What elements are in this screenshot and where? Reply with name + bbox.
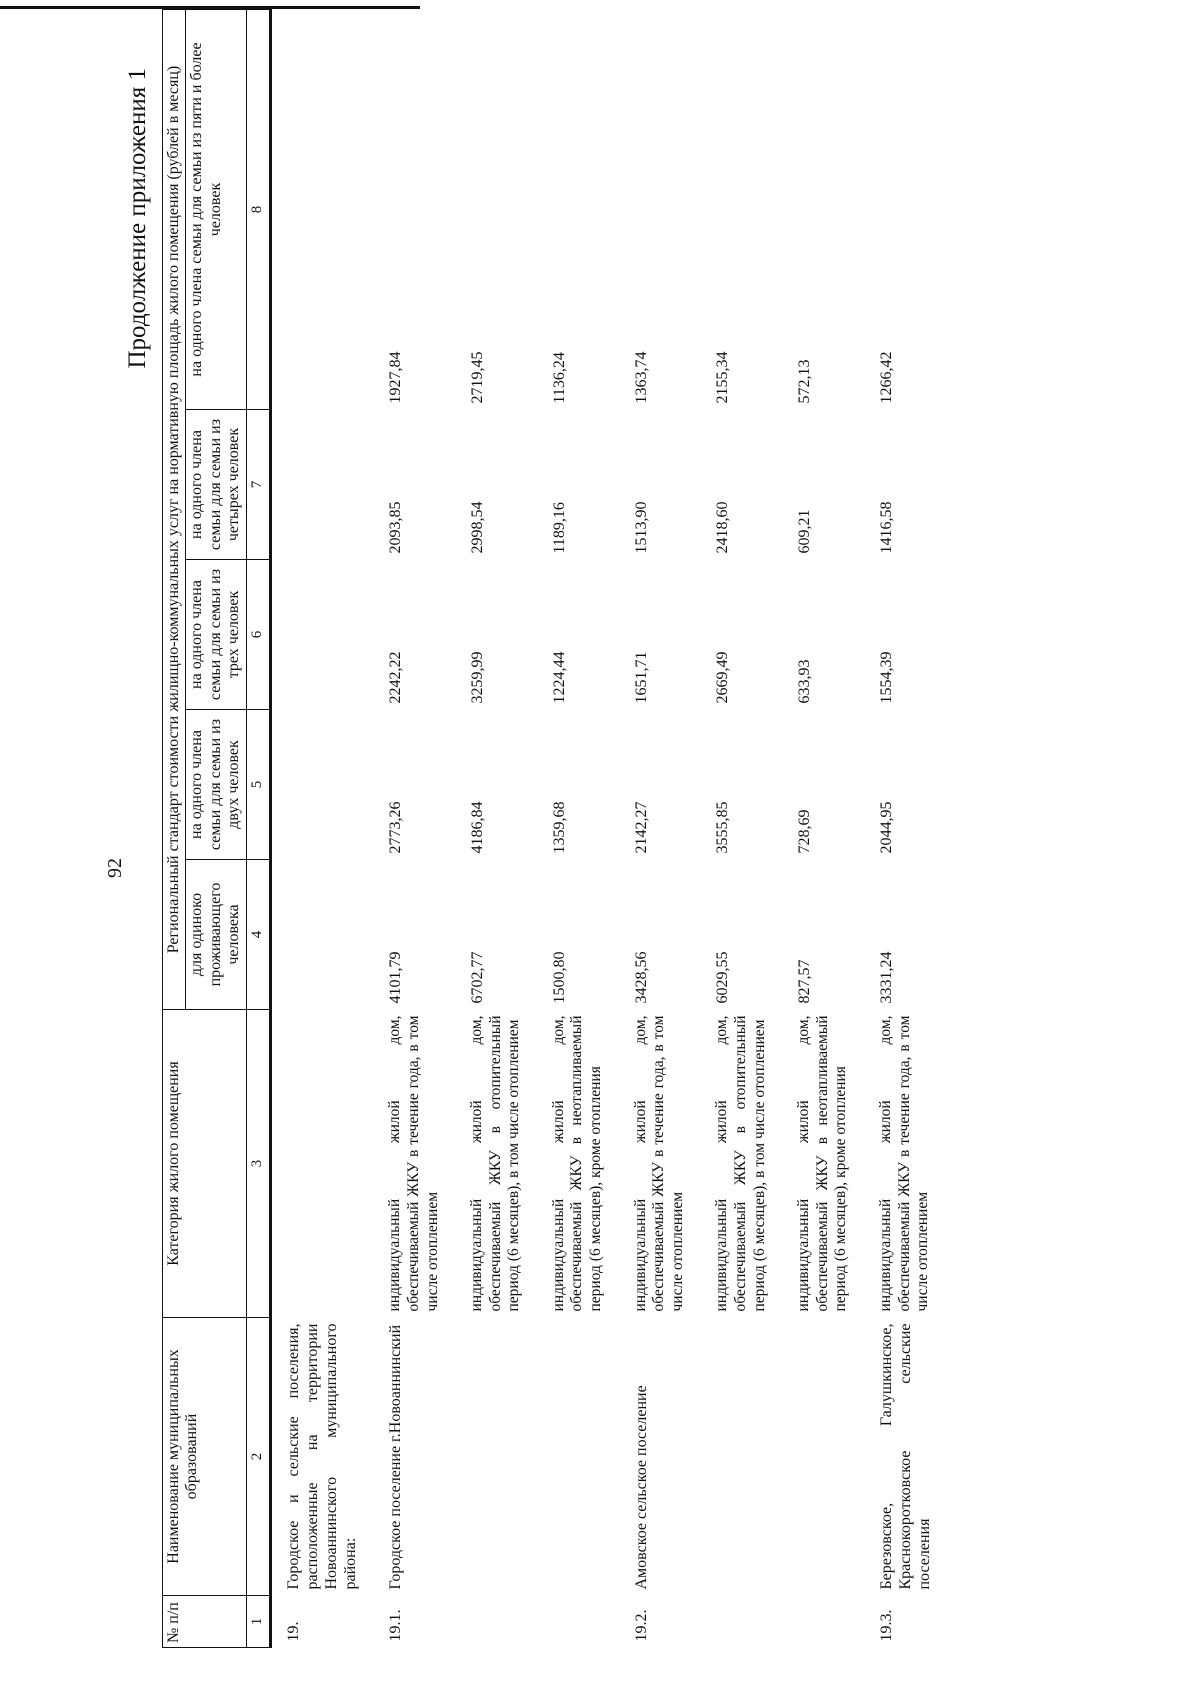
value-two: 4186,84 xyxy=(469,801,487,854)
row-number xyxy=(783,1596,865,1648)
row-number: 19.2. xyxy=(632,1609,650,1642)
value-two: 728,69 xyxy=(796,809,814,854)
value-three: 1651,71 xyxy=(632,651,650,704)
value-single: 827,57 xyxy=(796,959,814,1004)
municipality-name xyxy=(783,1318,865,1596)
category-text: индивидуальный жилой дом, обеспечиваемый ЖКУ в течение года, в том числе отоплением xyxy=(631,1015,686,1312)
value-single: 1500,80 xyxy=(550,951,568,1004)
section-row xyxy=(270,9,374,1647)
row-number: 19.3. xyxy=(878,1609,895,1642)
category-text: индивидуальный жилой дом, обеспечиваемый ЖКУ в неотапливаемый период (6 месяцев), кроме отопления xyxy=(549,1015,605,1312)
column-number: 1 xyxy=(246,1596,270,1648)
value-five-plus: 1136,24 xyxy=(550,352,568,404)
value-three: 1554,39 xyxy=(878,651,895,704)
value-three: 2669,49 xyxy=(714,651,732,704)
header-single: для одиноко проживающего человека xyxy=(186,860,246,1010)
value-two: 1359,68 xyxy=(550,801,568,854)
value-two: 2773,26 xyxy=(387,801,405,854)
value-four: 1416,58 xyxy=(878,501,895,554)
municipality-name xyxy=(701,1318,783,1596)
value-single: 3428,56 xyxy=(632,951,650,1004)
value-five-plus: 572,13 xyxy=(796,359,814,404)
value-five-plus: 2719,45 xyxy=(469,351,487,404)
value-three: 1224,44 xyxy=(550,651,568,704)
column-number: 3 xyxy=(246,1010,270,1318)
category-text: индивидуальный жилой дом, обеспечиваемый ЖКУ в течение года, в том числе отоплением xyxy=(877,1015,932,1312)
row-number: 19.1. xyxy=(387,1609,405,1642)
table-row xyxy=(620,9,702,1647)
continuation-title: Продолжение приложения 1 xyxy=(124,68,151,369)
municipality-name: Березовское, Галушкинское, Краснокоротковское сельские поселения xyxy=(878,1323,934,1590)
column-number: 7 xyxy=(246,410,270,560)
table-row xyxy=(865,9,949,1647)
category-text: индивидуальный жилой дом, обеспечиваемый ЖКУ в отопительный период (6 месяцев), в том числе отоплением xyxy=(713,1015,768,1312)
category-text: индивидуальный жилой дом, обеспечиваемый ЖКУ в отопительный период (6 месяцев), в том числе отоплением xyxy=(468,1015,523,1312)
column-number: 8 xyxy=(246,9,270,409)
value-five-plus: 1363,74 xyxy=(632,351,650,404)
column-number-row xyxy=(246,9,270,1647)
value-single: 6702,77 xyxy=(469,951,487,1004)
table-row xyxy=(374,9,456,1647)
column-number: 2 xyxy=(246,1318,270,1596)
value-five-plus: 1927,84 xyxy=(387,351,405,404)
table-row xyxy=(456,9,538,1647)
header-number: № п/п xyxy=(163,1596,247,1648)
header-two: на одного члена семьи для семьи из двух человек xyxy=(186,710,246,860)
value-four: 609,21 xyxy=(796,509,814,554)
tariff-table xyxy=(162,9,949,1648)
category-text: индивидуальный жилой дом, обеспечиваемый ЖКУ в неотапливаемый период (6 месяцев), кроме отопления xyxy=(795,1015,850,1312)
value-single: 4101,79 xyxy=(387,951,405,1004)
value-single: 3331,24 xyxy=(878,951,895,1004)
value-three: 3259,99 xyxy=(469,651,487,704)
value-five-plus: 1266,42 xyxy=(878,351,895,404)
table-row xyxy=(701,9,783,1647)
value-two: 2142,27 xyxy=(632,801,650,854)
value-four: 1513,90 xyxy=(632,501,650,554)
municipality-name: Городское поселение г.Новоаннинский xyxy=(387,1324,405,1590)
value-four: 2093,85 xyxy=(387,501,405,554)
value-four: 2418,60 xyxy=(714,501,732,554)
column-number: 4 xyxy=(246,860,270,1010)
header-three: на одного члена семьи для семьи из трех человек xyxy=(186,560,246,710)
section-number: 19. xyxy=(284,1621,302,1642)
section-name: Городское и сельские поселения, расположенные на территории Новоаннинского муниципального района: xyxy=(284,1323,360,1590)
header-row-1 xyxy=(163,9,186,1647)
value-two: 2044,95 xyxy=(878,801,895,854)
category-text: индивидуальный жилой дом, обеспечиваемый ЖКУ в течение года, в том числе отоплением xyxy=(386,1015,441,1312)
value-four: 2998,54 xyxy=(469,501,487,554)
table-row xyxy=(538,9,620,1647)
value-three: 633,93 xyxy=(796,659,814,704)
header-standard-group: Региональный стандарт стоимости жилищно-коммунальных услуг на нормативную площадь жилого помещения (рублей в месяц) xyxy=(163,9,186,1009)
value-single: 6029,55 xyxy=(714,951,732,1004)
row-number xyxy=(701,1596,783,1648)
municipality-name: Амовское сельское поселение xyxy=(632,1385,650,1590)
row-number xyxy=(538,1596,620,1648)
header-five-plus: на одного члена семьи для семьи из пяти и более человек xyxy=(186,9,246,409)
header-category: Категория жилого помещения xyxy=(163,1010,247,1318)
value-five-plus: 2155,34 xyxy=(714,351,732,404)
value-three: 2242,22 xyxy=(387,651,405,704)
value-four: 1189,16 xyxy=(550,502,568,554)
municipality-name xyxy=(538,1318,620,1596)
header-four: на одного члена семьи для семьи из четырех человек xyxy=(186,410,246,560)
municipality-name xyxy=(456,1318,538,1596)
column-number: 6 xyxy=(246,560,270,710)
row-number xyxy=(456,1596,538,1648)
header-municipality: Наименование муниципальных образований xyxy=(163,1318,247,1596)
value-two: 3555,85 xyxy=(714,801,732,854)
table-row xyxy=(783,9,865,1647)
column-number: 5 xyxy=(246,710,270,860)
page-number: 92 xyxy=(104,858,126,878)
